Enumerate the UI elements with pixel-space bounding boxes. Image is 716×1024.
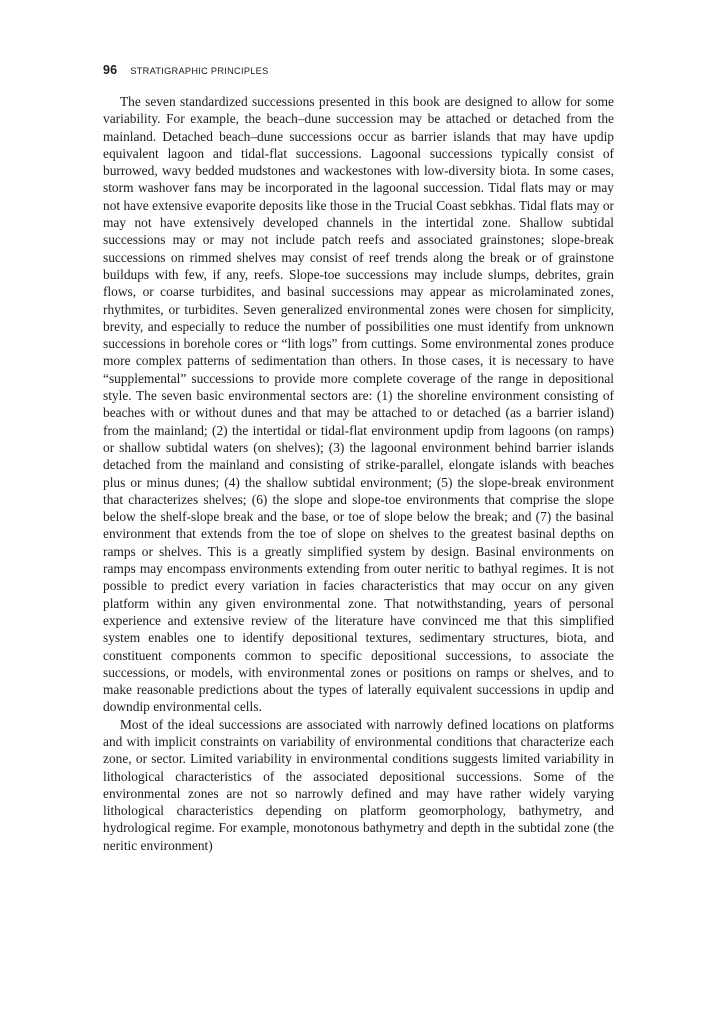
page-number: 96 xyxy=(103,63,118,77)
body-text xyxy=(103,93,614,854)
running-title: STRATIGRAPHIC PRINCIPLES xyxy=(130,66,269,76)
paragraph: The seven standardized successions presented in this book are designed to allow for some variability. For example, the beach–dune succession may be attached or detached from the mainland. Detached beach–dune successions occur as barrier islands that may have updip equivalent lagoon and tidal-flat successions. Lagoonal successions typically consist of burrowed, wavy bedded mudstones and wackestones with low-diversity biota. In some cases, storm washover fans may be incorporated in the lagoonal succession. Tidal flats may or may not have extensive evaporite deposits like those in the Trucial Coast sebkhas. Tidal flats may or may not have extensively developed channels in the intertidal zone. Shallow subtidal successions may or may not include patch reefs and associated grainstones; slope-break successions on rimmed shelves may consist of reef trends along the break or of grainstone buildups with few, if any, reefs. Slope-toe successions may include slumps, debrites, grain flows, or coarse turbidites, and basinal successions may appear as microlaminated zones, rhythmites, or turbidites. Seven generalized environmental zones were chosen for simplicity, brevity, and especially to reduce the number of possibilities one must identify from unknown successions in borehole cores or “lith logs” from cuttings. Some environmental zones produce more complex patterns of sedimentation than others. In those cases, it is necessary to have “supplemental” successions to provide more complete coverage of the range in depositional style. The seven basic environmental sectors are: (1) the shoreline environment consisting of beaches with or without dunes and that may be attached to or detached (as a barrier island) from the mainland; (2) the intertidal or tidal-flat environment updip from lagoons (on ramps) or shallow subtidal waters (on shelves); (3) the lagoonal environment behind barrier islands detached from the mainland and consisting of strike-parallel, elongate islands with beaches plus or minus dunes; (4) the shallow subtidal environment; (5) the slope-break environment that characterizes shelves; (6) the slope and slope-toe environments that comprise the slope below the shelf-slope break and the base, or toe of slope below the break; and (7) the basinal environment that extends from the toe of slope on shelves to the greatest basinal depths on ramps or shelves. This is a greatly simplified system by design. Basinal environments on ramps may encompass environments extending from outer neritic to bathyal regimes. It is not possible to predict every variation in facies characteristics that may occur on any given platform within any given environmental zone. That notwithstanding, years of personal experience and extensive review of the literature have convinced me that this simplified system enables one to identify depositional textures, sedimentary structures, biota, and constituent components common to specific depositional successions, to associate the successions, or models, with environmental zones or positions on ramps or shelves, and to make reasonable predictions about the types of laterally equivalent successions in updip and downdip environmental cells. xyxy=(103,94,615,715)
paragraph: Most of the ideal successions are associated with narrowly defined locations on platforms and with implicit constraints on variability of environmental conditions that characterize each zone, or sector. Limited variability in environmental conditions suggests limited variability in lithological characteristics of the associated depositional successions. Some of the environmental zones are not so narrowly defined and may have rather widely varying lithological characteristics depending on platform geomorphology, bathymetry, and hydrological regime. For example, monotonous bathymetry and depth in the subtidal zone (the neritic environment) xyxy=(103,716,614,853)
running-head xyxy=(103,61,269,77)
